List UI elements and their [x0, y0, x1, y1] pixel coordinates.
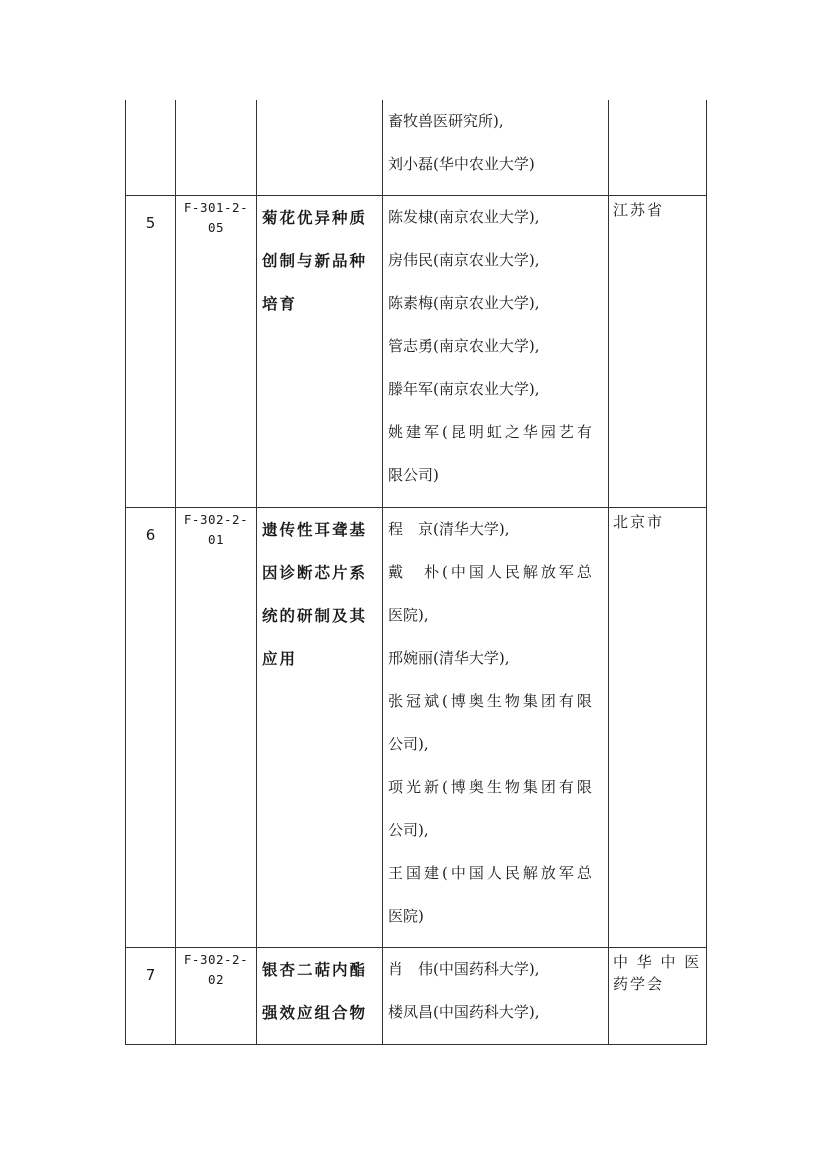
table-row [126, 507, 707, 947]
completer: 房伟民(南京农业大学), [388, 250, 540, 269]
project-code [176, 947, 257, 1044]
code-line: 01 [207, 531, 225, 547]
completer: 张冠斌(博奥生物集团有限 [388, 691, 595, 710]
completers-list [383, 947, 609, 1044]
completer: 项光新(博奥生物集团有限 [388, 777, 595, 796]
completers-list [383, 195, 609, 507]
project-code [176, 195, 257, 507]
nominator-line: 北京市 [613, 512, 665, 531]
row-number [126, 100, 176, 195]
completer: 刘小磊(华中农业大学) [388, 155, 535, 173]
title-line: 遗传性耳聋基 [262, 519, 368, 539]
completer: 医院), [388, 605, 429, 624]
title-line: 应用 [262, 648, 298, 668]
title-line: 因诊断芯片系 [262, 562, 368, 582]
title-line: 创制与新品种 [262, 250, 368, 270]
row-number: 7 [126, 947, 176, 1044]
completer: 陈素梅(南京农业大学), [388, 293, 540, 312]
completer: 管志勇(南京农业大学), [388, 336, 540, 355]
nominator [609, 100, 707, 195]
completers-list [383, 100, 609, 195]
table-row [126, 947, 707, 1044]
title-line: 强效应组合物 [262, 1002, 368, 1022]
title-line: 菊花优异种质 [262, 207, 368, 227]
completer: 畜牧兽医研究所), [388, 112, 504, 130]
project-title [257, 507, 383, 947]
completer: 王国建(中国人民解放军总 [388, 863, 595, 882]
row-number: 5 [126, 195, 176, 507]
completer: 肖 伟(中国药科大学), [388, 959, 540, 978]
completer: 程 京(清华大学), [388, 519, 510, 538]
completer: 滕年军(南京农业大学), [388, 379, 540, 398]
awards-table [125, 100, 707, 1045]
nominator [609, 947, 707, 1044]
completer: 公司), [388, 820, 429, 839]
table-row [126, 195, 707, 507]
completers-list [383, 507, 609, 947]
completer: 陈发棣(南京农业大学), [388, 207, 540, 226]
nominator-line: 中 华 中 医 [613, 952, 702, 971]
project-title [257, 947, 383, 1044]
project-title [257, 100, 383, 195]
code-line: F-302-2- [183, 951, 249, 967]
code-line: F-301-2- [183, 199, 249, 215]
nominator [609, 195, 707, 507]
code-line: F-302-2- [183, 511, 249, 527]
completer: 限公司) [388, 465, 439, 484]
title-line: 培育 [262, 293, 298, 313]
title-line: 银杏二萜内酯 [262, 959, 368, 979]
project-code [176, 100, 257, 195]
title-line: 统的研制及其 [262, 605, 368, 625]
completer: 邢婉丽(清华大学), [388, 648, 510, 667]
table-row [126, 100, 707, 195]
completer: 医院) [388, 906, 424, 925]
code-line: 05 [207, 219, 225, 235]
project-code [176, 507, 257, 947]
completer: 公司), [388, 734, 429, 753]
nominator [609, 507, 707, 947]
nominator-line: 药学会 [613, 974, 665, 993]
code-line: 02 [207, 971, 225, 987]
completer: 姚建军(昆明虹之华园艺有 [388, 422, 595, 441]
row-number: 6 [126, 507, 176, 947]
project-title [257, 195, 383, 507]
nominator-line: 江苏省 [613, 200, 665, 219]
completer: 戴 朴(中国人民解放军总 [388, 562, 595, 581]
completer: 楼凤昌(中国药科大学), [388, 1002, 540, 1021]
